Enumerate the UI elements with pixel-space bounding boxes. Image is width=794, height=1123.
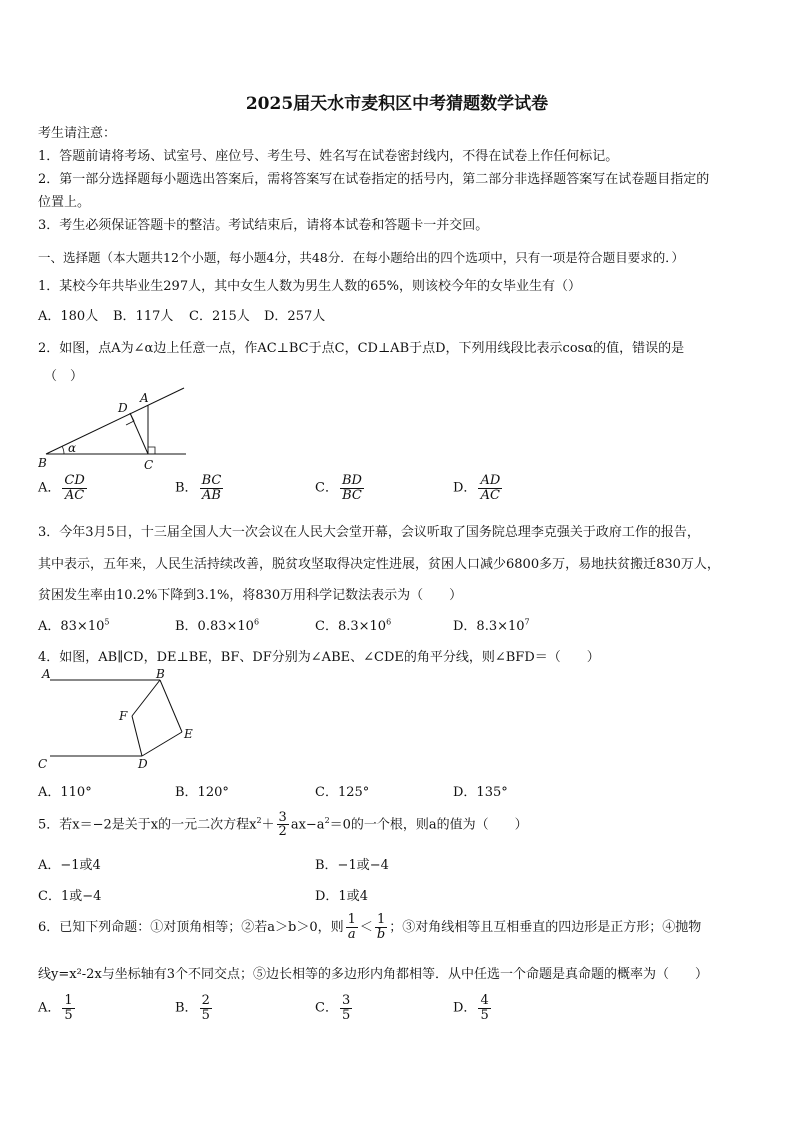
q2-label-alpha: α <box>68 441 77 455</box>
q4-parallel-figure <box>36 666 202 774</box>
q2-angle-arc <box>62 446 64 454</box>
q4-segment-bf <box>132 680 160 716</box>
question-3-line-3: 贫困发生率由10.2%下降到3.1%，将830万用科学记数法表示为（ ） <box>38 588 463 603</box>
q6-option-b: B． $\frac{2}{5}$ <box>175 993 210 1023</box>
notice-item-3: 3．考生必须保证答题卡的整洁。考试结束后，请将本试卷和答题卡一并交回。 <box>38 218 489 233</box>
question-2-stem-paren: （ ） <box>44 369 84 384</box>
q6-option-a: A． $\frac{1}{5}$ <box>38 993 73 1023</box>
q4-label-e: E <box>184 727 193 741</box>
q3-option-a: A．$83\times 10^5$ <box>38 617 110 634</box>
q1-option-b: B．117人 <box>113 309 174 324</box>
q2-option-d: D． $\frac{AD}{AC}$ <box>453 473 501 503</box>
q1-option-c: C．215人 <box>189 309 250 324</box>
q3-option-d: D．$8.3\times 10^7$ <box>453 617 530 634</box>
notice-heading: 考生请注意： <box>38 126 117 141</box>
q2-label-c: C <box>144 458 154 472</box>
question-4-stem: 4．如图，AB∥CD，DE⊥BE，BF、DF分别为∠ABE、∠CDE的角平分线，则∠BFD＝（ ） <box>38 650 600 665</box>
q5-option-c: C．1或−4 <box>38 889 102 904</box>
q1-option-d: D．257人 <box>264 309 326 324</box>
q4-segment-fd <box>132 716 142 756</box>
q4-label-d: D <box>138 757 148 771</box>
notice-item-2: 2．第一部分选择题每小题选出答案后，需将答案写在试卷指定的括号内，第二部分非选择题答案写在试卷题目指定的 <box>38 172 710 187</box>
q1-option-a: A．180人 <box>38 309 99 324</box>
q2-option-a: A． $\frac{CD}{AC}$ <box>38 473 85 503</box>
q6-option-d: D． $\frac{4}{5}$ <box>453 993 489 1023</box>
q2-label-d: D <box>118 401 128 415</box>
q2-ray-line <box>46 388 184 454</box>
q4-option-b: B．120° <box>175 785 229 800</box>
question-1-stem: 1．某校今年共毕业生297人，其中女生人数为男生人数的65%，则该校今年的女毕业生有（） <box>38 279 581 294</box>
section-heading: 一、选择题（本大题共12个小题，每小题4分，共48分．在每小题给出的四个选项中，只有一项是符合题目要求的．） <box>38 250 685 265</box>
q2-right-angle-c <box>148 447 155 454</box>
question-2-stem: 2．如图，点A为∠α边上任意一点，作AC⊥BC于点C，CD⊥AB于点D，下列用线段比表示cosα的值，错误的是 <box>38 341 685 356</box>
q2-label-b: B <box>38 456 47 470</box>
q4-option-d: D．135° <box>453 785 508 800</box>
q2-option-b: B． $\frac{BC}{AB}$ <box>175 473 222 503</box>
q4-label-c: C <box>38 757 48 771</box>
q4-segment-be <box>160 680 182 732</box>
q3-option-c: C．$8.3\times 10^6$ <box>315 617 392 634</box>
question-3-line-1: 3．今年3月5日，十三届全国人大一次会议在人民大会堂开幕，会议听取了国务院总理李克强关于政府工作的报告， <box>38 525 700 540</box>
question-3-line-2: 其中表示，五年来，人民生活持续改善，脱贫攻坚取得决定性进展，贫困人口减少6800多万，易地扶贫搬迁830万人， <box>38 557 720 572</box>
q5-option-a: A．−1或4 <box>38 858 101 873</box>
q4-label-f: F <box>119 709 128 723</box>
q4-option-a: A．110° <box>38 785 92 800</box>
q2-label-a: A <box>140 391 149 405</box>
q4-label-a: A <box>42 667 51 681</box>
q5-option-d: D．1或4 <box>315 889 368 904</box>
q2-option-c: C． $\frac{BD}{BC}$ <box>315 473 362 503</box>
q4-segment-ed <box>142 732 182 756</box>
question-5-stem: 5．若x＝−2是关于x的一元二次方程$x^2+$ $\frac{3}{2}$ $ax-a^2=0$的一个根，则a的值为（ ） <box>38 809 528 840</box>
q3-option-b: B．$0.83\times 10^6$ <box>175 617 260 634</box>
q4-label-b: B <box>156 667 165 681</box>
question-6-line-1: 6．已知下列命题：①对顶角相等；②若a＞b＞0，则 $\frac{1}{a}$ ＜ $\frac{1}{b}$ ；③对角线相等且互相垂直的四边形是正方形；④抛物 <box>38 912 702 942</box>
q6-option-c: C． $\frac{3}{5}$ <box>315 993 351 1023</box>
q2-triangle-figure <box>38 384 188 474</box>
q5-option-b: B．−1或−4 <box>315 858 389 873</box>
notice-item-2-cont: 位置上。 <box>38 195 91 210</box>
page-title: 2025届天水市麦积区中考猜题数学试卷 <box>245 94 549 114</box>
question-6-line-2: 线y=x²-2x与坐标轴有3个不同交点；⑤边长相等的多边形内角都相等．从中任选一个命题是真命题的概率为（ ） <box>38 967 709 982</box>
notice-item-1: 1．答题前请将考场、试室号、座位号、考生号、姓名写在试卷密封线内，不得在试卷上作任何标记。 <box>38 149 619 164</box>
q4-option-c: C．125° <box>315 785 370 800</box>
